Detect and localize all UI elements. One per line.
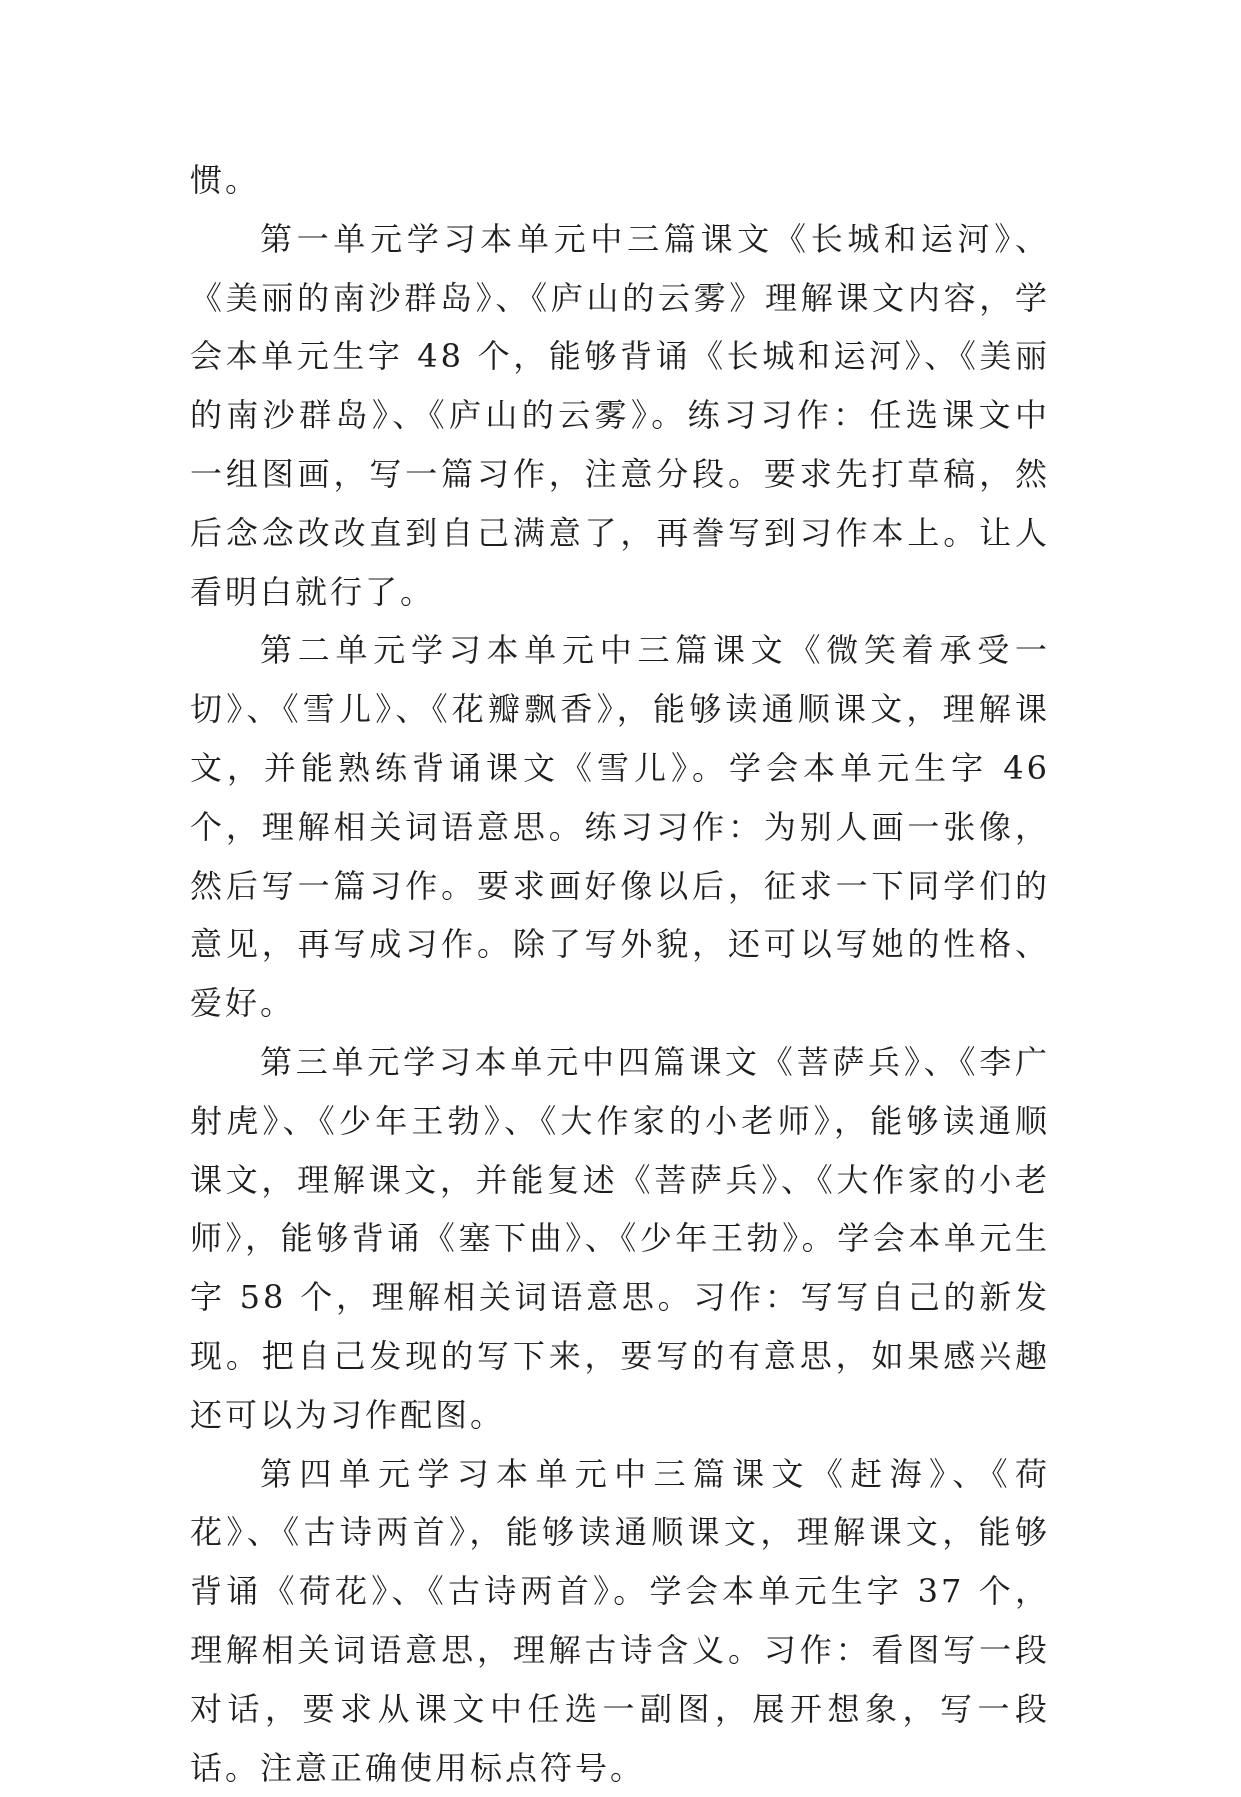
paragraph-unit-3: 第三单元学习本单元中四篇课文《菩萨兵》、《李广射虎》、《少年王勃》、《大作家的小老师》，能够读通顺课文，理解课文，并能复述《菩萨兵》、《大作家的小老师》，能够背诵《塞下曲》、《少年王勃》。学会本单元生字 58 个，理解相关词语意思。习作：写写自己的新发现。把自己发现的写下来，要写的有意思，如果感兴趣还可以为习作配图。: [190, 1042, 1050, 1434]
document-body: [190, 151, 1050, 1797]
paragraph-unit-2: 第二单元学习本单元中三篇课文《微笑着承受一切》、《雪儿》、《花瓣飘香》，能够读通顺课文，理解课文，并能熟练背诵课文《雪儿》。学会本单元生字 46 个，理解相关词语意思。练习习作：为别人画一张像，然后写一篇习作。要求画好像以后，征求一下同学们的意见，再写成习作。除了写外貌，还可以写她的性格、爱好。: [190, 631, 1050, 1023]
paragraph-unit-1: 第一单元学习本单元中三篇课文《长城和运河》、《美丽的南沙群岛》、《庐山的云雾》理解课文内容，学会本单元生字 48 个，能够背诵《长城和运河》、《美丽的南沙群岛》、《庐山的云雾》。练习习作：任选课文中一组图画，写一篇习作，注意分段。要求先打草稿，然后念念改改直到自己满意了，再誊写到习作本上。让人看明白就行了。: [190, 219, 1050, 611]
paragraph-unit-4: 第四单元学习本单元中三篇课文《赶海》、《荷花》、《古诗两首》，能够读通顺课文，理解课文，能够背诵《荷花》、《古诗两首》。学会本单元生字 37 个，理解相关词语意思，理解古诗含义。习作：看图写一段对话，要求从课文中任选一副图，展开想象，写一段话。注意正确使用标点符号。: [190, 1454, 1050, 1787]
continuation-text: 惯。: [190, 161, 261, 199]
